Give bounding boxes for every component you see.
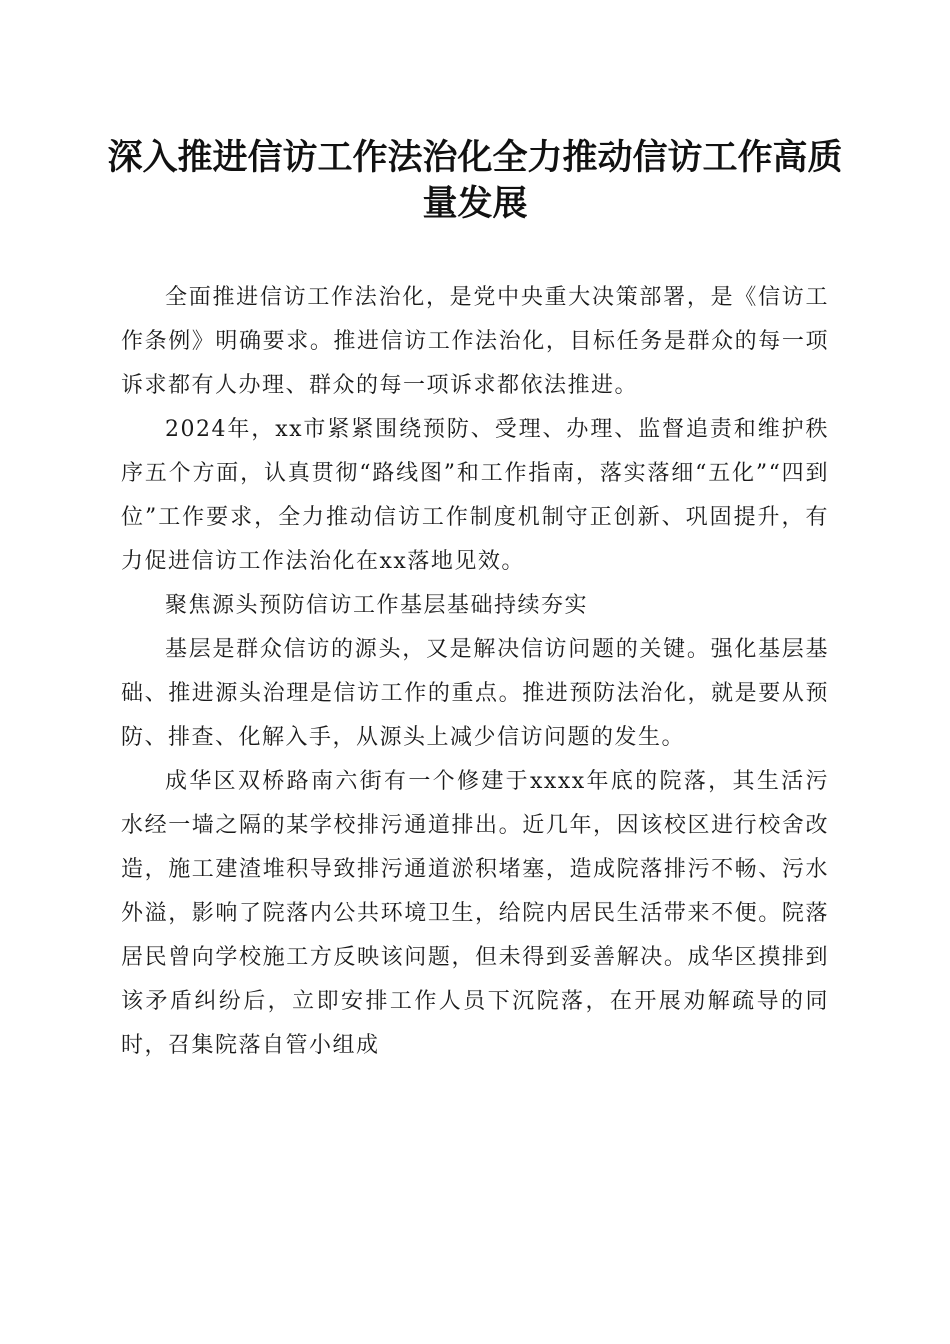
section-heading: 聚焦源头预防信访工作基层基础持续夯实 (165, 593, 589, 618)
document-body (121, 276, 829, 1068)
paragraph-case: 成华区双桥路南六街有一个修建于xxxx年底的院落，其生活污水经一墙之隔的某学校排污通道排出。近几年，因该校区进行校舍改造，施工建渣堆积导致排污通道淤积堵塞，造成院落排污不畅、污水外溢，影响了院落内公共环境卫生，给院内居民生活带来不便。院落居民曾向学校施工方反映该问题，但未得到妥善解决。成华区摸排到该矛盾纠纷后，立即安排工作人员下沉院落，在开展劝解疏导的同时，召集院落自管小组成 (121, 769, 829, 1058)
paragraph-intro: 全面推进信访工作法治化，是党中央重大决策部署，是《信访工作条例》明确要求。推进信访工作法治化，目标任务是群众的每一项诉求都有人办理、群众的每一项诉求都依法推进。 (121, 285, 829, 398)
document-title: 深入推进信访工作法治化全力推动信访工作高质量发展 (107, 137, 843, 224)
paragraph-2024-summary: 2024年，xx市紧紧围绕预防、受理、办理、监督追责和维护秩序五个方面，认真贯彻“路线图”和工作指南，落实落细“五化”“四到位”工作要求，全力推动信访工作制度机制守正创新、巩固提升，有力促进信访工作法治化在xx落地见效。 (121, 417, 829, 574)
paragraph-grassroots: 基层是群众信访的源头，又是解决信访问题的关键。强化基层基础、推进源头治理是信访工作的重点。推进预防法治化，就是要从预防、排查、化解入手，从源头上减少信访问题的发生。 (121, 637, 829, 750)
